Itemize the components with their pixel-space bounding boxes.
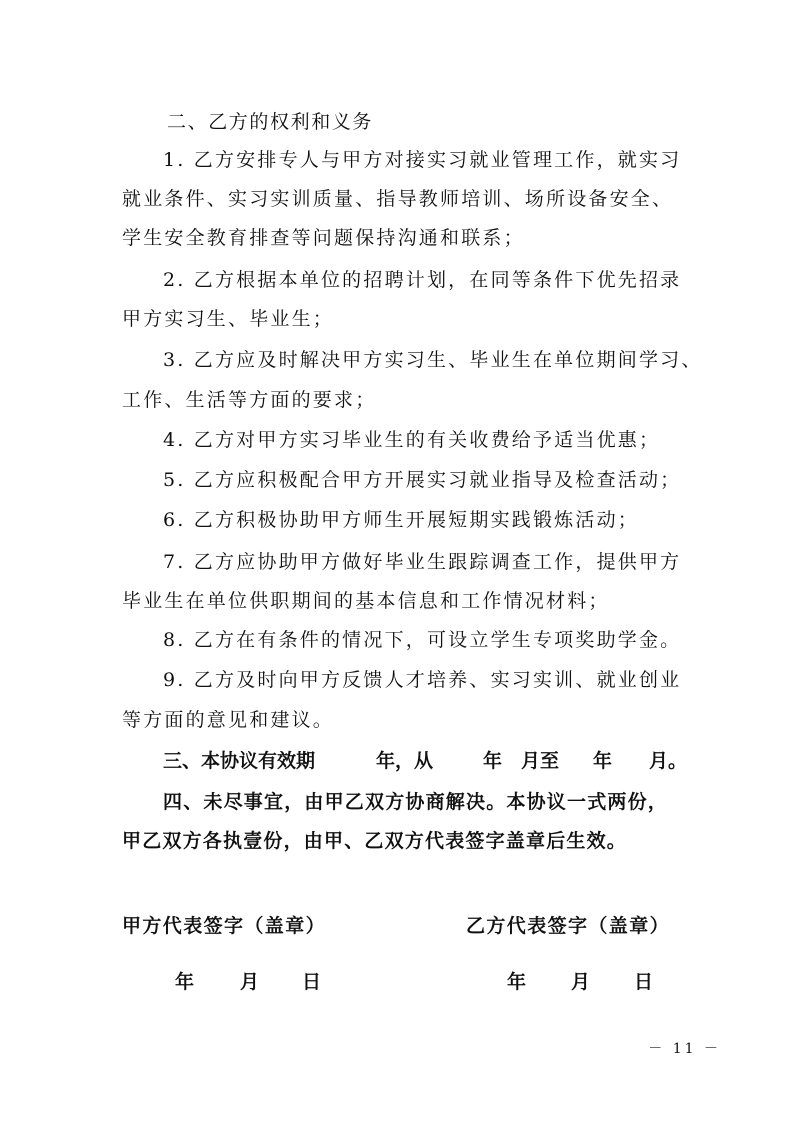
item-3-line-2: 工作、生活等方面的要求； <box>122 389 377 411</box>
party-b-date-month: 月 <box>571 971 591 993</box>
validity-month-2: 月。 <box>649 750 688 772</box>
item-9-line-2: 等方面的意见和建议。 <box>122 709 335 731</box>
item-4-line-1: 4. 乙方对甲方实习毕业生的有关收费给予适当优惠； <box>163 429 661 451</box>
party-b-date-day: 日 <box>634 971 654 993</box>
section-two-heading: 二、乙方的权利和义务 <box>167 111 374 133</box>
item-2-line-2: 甲方实习生、毕业生； <box>122 308 335 330</box>
validity-month-1: 月至 <box>521 750 560 772</box>
party-a-signature-label: 甲方代表签字（盖章） <box>122 915 327 937</box>
item-1-line-1: 1. 乙方安排专人与甲方对接实习就业管理工作，就实习 <box>163 149 682 171</box>
validity-prefix: 三、本协议有效期 <box>163 750 316 772</box>
section-four-line-2: 甲乙双方各执壹份，由甲、乙双方代表签字盖章后生效。 <box>122 830 628 852</box>
validity-year-3: 年 <box>593 750 613 772</box>
party-b-date-year: 年 <box>507 971 527 993</box>
party-b-signature-label: 乙方代表签字（盖章） <box>466 915 671 937</box>
validity-year-1: 年，从 <box>376 750 434 772</box>
item-3-line-1: 3. 乙方应及时解决甲方实习生、毕业生在单位期间学习、 <box>163 349 703 371</box>
item-9-line-1: 9. 乙方及时向甲方反馈人才培养、实习实训、就业创业 <box>163 669 682 691</box>
item-1-line-2: 就业条件、实习实训质量、指导教师培训、场所设备安全、 <box>122 188 674 210</box>
item-7-line-2: 毕业生在单位供职期间的基本信息和工作情况材料； <box>122 590 610 612</box>
item-1-line-3: 学生安全教育排查等问题保持沟通和联系； <box>122 227 525 249</box>
party-a-date-month: 月 <box>240 971 260 993</box>
party-a-date-day: 日 <box>302 971 322 993</box>
validity-year-2: 年 <box>483 750 503 772</box>
item-5-line-1: 5. 乙方应积极配合甲方开展实习就业指导及检查活动； <box>163 469 682 491</box>
item-8-line-1: 8. 乙方在有条件的情况下，可设立学生专项奖助学金。 <box>163 629 682 651</box>
section-four-line-1: 四、未尽事宜，由甲乙双方协商解决。本协议一式两份， <box>163 791 669 813</box>
item-2-line-1: 2. 乙方根据本单位的招聘计划，在同等条件下优先招录 <box>163 269 682 291</box>
party-a-date-year: 年 <box>175 971 195 993</box>
item-6-line-1: 6. 乙方积极协助甲方师生开展短期实践锻炼活动； <box>163 509 639 531</box>
item-7-line-1: 7. 乙方应协助甲方做好毕业生跟踪调查工作，提供甲方 <box>163 551 682 573</box>
page-number: － 11 － <box>648 1041 721 1057</box>
